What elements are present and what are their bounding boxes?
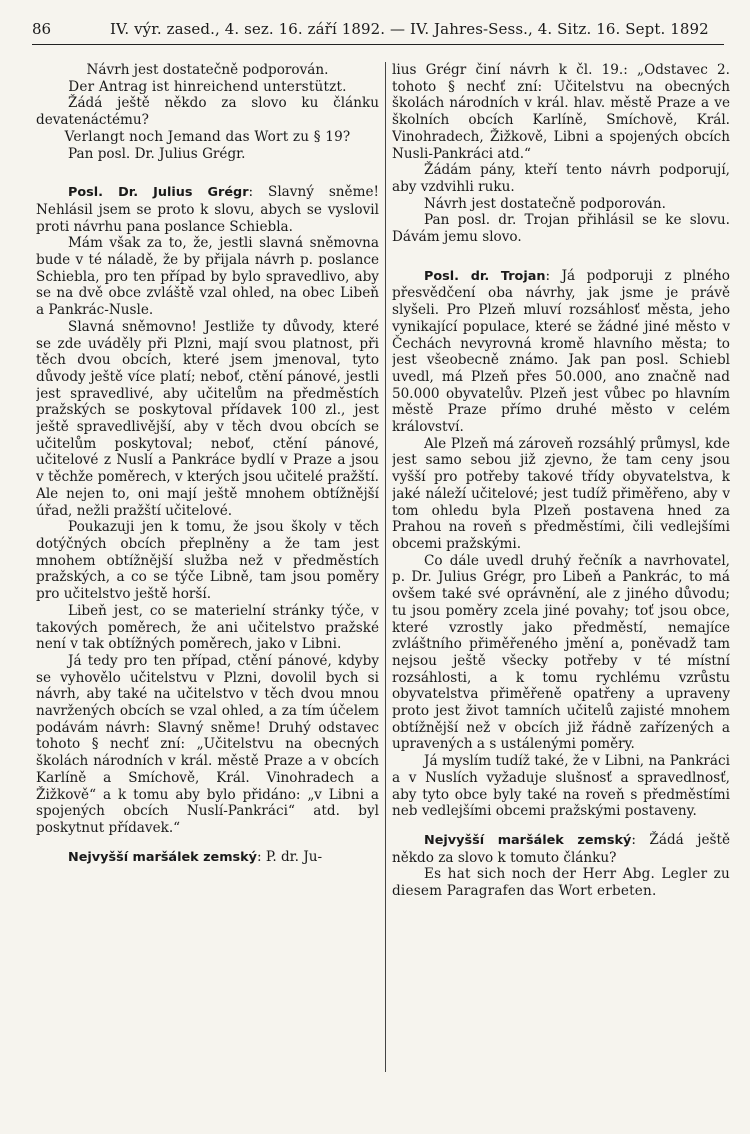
speaker-name: Posl. dr. Trojan [424, 268, 546, 284]
right-column [392, 62, 730, 1122]
paragraph: Der Antrag ist hinreichend unterstützt. [68, 78, 347, 95]
speech-paragraph [36, 849, 379, 867]
speech-text: : Žádá ještě někdo za slovo k tomuto článku? [392, 831, 730, 866]
speaker-name: Nejvyšší maršálek zemský [424, 832, 632, 848]
paragraph: Pan posl. Dr. Julius Grégr. [68, 145, 246, 162]
left-column [36, 62, 379, 1122]
paragraph: Mám však za to, že, jestli slavná sněmovna bude v té náladě, že by přijala návrh p. poslance Schiebla, pro ten případ by bylo spravedlivo, aby se na dvě obce zvláště vzal ohled, na obec Libeň a Pankrác-Nusle. [36, 235, 379, 319]
column-divider [385, 62, 386, 1072]
speech-paragraph [392, 268, 730, 436]
paragraph: Verlangt noch Jemand das Wort zu § 19? [64, 128, 351, 145]
speech-text: : P. dr. Ju- [257, 848, 323, 865]
paragraph: Es hat sich noch der Herr Abg. Legler zu diesem Paragrafen das Wort erbeten. [392, 866, 730, 900]
speech-text: : Slavný sněme! Nehlásil jsem se proto k slovu, abych se vyslovil proti návrhu pana poslance Schiebla. [36, 184, 379, 235]
paragraph: Žádám pány, kteří tento návrh podporují, aby vzdvihli ruku. [392, 162, 730, 195]
paragraph: Libeň jest, co se materielní stránky týče, v takových poměrech, že ani učitelstvo pražské není v tak obtížných poměrech, jako v Libni. [36, 602, 379, 653]
paragraph: Pan posl. dr. Trojan přihlásil se ke slovu. Dávám jemu slovo. [392, 212, 730, 246]
paragraph: Já tedy pro ten případ, ctění pánové, kdyby se vyhovělo učitelstvu v Plzni, dovolil bych si návrh, aby také na učitelstvo v těch dvou mnou navržených obcích se vzal ohled, a za tím účelem podávám návrh: Slavný sněme! Druhý odstavec tohoto § nechť zní: „Učitelstvu na obecných školách národních v král. městě Praze a v obcích Karlíně a Smíchově, Král. Vinohradech a Žižkově“ a k tomu aby bylo přidáno: „v Libni a spojených obcích Nuslí-Pankráci“ atd. byl poskytnut přídavek.“ [36, 652, 379, 836]
speech-paragraph [392, 832, 730, 866]
page-header [32, 14, 724, 45]
running-title: IV. výr. zased., 4. sez. 16. září 1892. — IV. Jahres-Sess., 4. Sitz. 16. Sept. 1892 [110, 20, 709, 38]
paragraph: Ale Plzeň má zároveň rozsáhlý průmysl, kde jest samo sebou již zjevno, že tam ceny jsou vyšší pro potřeby takové třídy obyvatelstva, k jaké náleží učitelové; jest tudíž přiměřeno, aby v tom ohledu byla Plzeň postavena hned za Prahou na roveň s předměstími, čili vedlejšími obcemi pražskými. [392, 435, 730, 552]
paragraph: Návrh jest dostatečně podporován. [424, 195, 666, 212]
paragraph: Návrh jest dostatečně podporován. [86, 62, 329, 78]
speaker-name: Nejvyšší maršálek zemský [68, 849, 258, 865]
speech-paragraph [36, 184, 379, 235]
paragraph: lius Grégr činí návrh k čl. 19.: „Odstavec 2. tohoto § nechť zní: Učitelstvu na obecných školách národních v král. hlav. městě Praze a ve školních obcích Karlíně, Smíchově, Král. Vinohradech, Žižkově, Libni a spojených obcích Nusli-Pankráci atd.“ [392, 62, 730, 162]
paragraph: Poukazuji jen k tomu, že jsou školy v těch dotýčných obcích přeplněny a že tam jest mnohem obtížnější služba než v předměstích pražských, a co se týče Libně, tam jsou poměry pro učitelstvo ještě horší. [36, 519, 379, 603]
paragraph: Žádá ještě někdo za slovo ku článku devatenáctému? [36, 95, 379, 129]
paragraph: Slavná sněmovno! Jestliže ty důvody, které se zde uváděly při Plzni, mají svou platnost, při těch dvou obcích, které jsem jmenoval, tyto důvody ještě více platí; neboť, ctění pánové, jestli jest spravedlivé, aby učitelům na předměstích pražských se poskytoval přídavek 100 zl., jest ještě spravedlivější, aby v těch dvou obcích se učitelům poskytoval; neboť, ctění pánové, učitelové z Nuslí a Pankráce bydlí v Praze a jsou v těchže poměrech, v kterých jsou učitelé pražští. Ale nejen to, oni mají ještě mnohem obtížnější úřad, nežli pražští učitelové. [36, 318, 379, 519]
page-number: 86 [32, 20, 52, 38]
paragraph: Co dále uvedl druhý řečník a navrhovatel, p. Dr. Julius Grégr, pro Libeň a Pankrác, to má ovšem také své oprávnění, ale z jiného důvodu; tu jsou poměry zcela jiné povahy; toť jsou obce, které vzrostly jako předměstí, nemajíce zvláštního přiměřeného jmění a, poněvadž tam nejsou ještě všecky potřeby v té místní rozsáhlosti, a k tomu rychlému vzrůstu obyvatelstva přiměřeně opatřeny a upraveny proto jest život tamních učitelů zajisté mnohem obtížnější než v obcích již řádně zařízených a upravených a s ustálenými poměry. [392, 552, 730, 753]
paragraph: Já myslím tudíž také, že v Libni, na Pankráci a v Nuslích vyžaduje slušnosť a spravedlnosť, aby tyto obce byly také na roveň s předměstími neb vedlejšími obcemi pražskými postaveny. [392, 753, 730, 820]
speaker-name: Posl. Dr. Julius Grégr [68, 185, 249, 201]
speech-text: : Já podporuji z plného přesvědčení oba návrhy, jak jsme je právě slyšeli. Pro Plzeň mluví rozsáhlosť města, jeho vynikající populace, které se žádné jiné město v Čechách nevyrovná kromě hlavního města; to jest všeobecně známo. Jak pan posl. Schiebl uvedl, má Plzeň přes 50.000, ano značně nad 50.000 obyvatelův. Plzeň jest vůbec po hlavním městě Praze přímo druhé město v celém království. [392, 267, 730, 436]
